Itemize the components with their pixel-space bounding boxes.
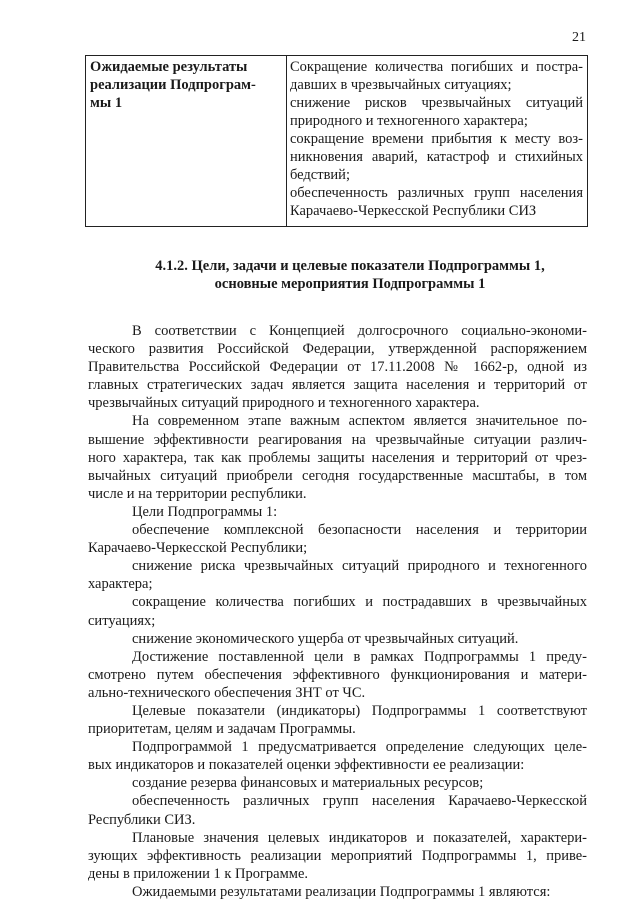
- paragraph-line: ческого развития Российской Федерации, утвержденной распоряжением: [88, 341, 587, 358]
- paragraph-line: В соответствии с Концепцией долгосрочного социально-экономи-: [132, 323, 587, 339]
- paragraph-line: создание резерва финансовых и материальных ресурсов;: [132, 775, 484, 792]
- paragraph-line: смотрено путем обеспечения эффективного функционирования и матери-: [88, 666, 587, 683]
- paragraph-line: сокращение количества погибших и пострадавших в чрезвычайных: [132, 594, 587, 611]
- content-line: бедствий;: [290, 167, 350, 183]
- paragraph-line: снижение экономического ущерба от чрезвычайных ситуаций.: [132, 630, 519, 647]
- body-text: [88, 322, 587, 901]
- paragraph-line: Достижение поставленной цели в рамках Подпрограммы 1 преду-: [132, 648, 587, 665]
- paragraph-line: Цели Подпрограммы 1:: [132, 503, 278, 520]
- section-heading-line: основные мероприятия Подпрограммы 1: [214, 276, 486, 292]
- label-line: Ожидаемые результаты: [90, 59, 248, 75]
- paragraph-line: вышение эффективности реагирования на чрезвычайные ситуации различ-: [88, 431, 587, 448]
- paragraph-line: приоритетам, целям и задачам Программы.: [88, 721, 356, 738]
- paragraph-line: Плановые значения целевых индикаторов и показателей, характери-: [132, 829, 587, 846]
- paragraph-line: числе и на территории республики.: [88, 485, 307, 502]
- section-heading: [60, 257, 640, 293]
- section-heading-line: 4.1.2. Цели, задачи и целевые показатели Подпрограммы 1,: [155, 258, 545, 274]
- paragraph-line: обеспечение комплексной безопасности населения и территории: [132, 522, 587, 539]
- content-line: никновения аварий, катастроф и стихийных: [290, 149, 583, 165]
- paragraph-line: обеспеченность различных групп населения Карачаево-Черкесской: [132, 793, 587, 810]
- paragraph-line: Правительства Российской Федерации от 17.11.2008 № 1662-р, одной из: [88, 359, 587, 376]
- content-line: обеспеченность различных групп населения: [290, 185, 583, 201]
- paragraph-line: вычайных ситуаций приобрели сегодня государственные масштабы, в том: [88, 467, 587, 484]
- paragraph-line: зующих эффективность реализации мероприятий Подпрограммы 1, приве-: [88, 847, 587, 864]
- table-content-cell: [287, 56, 588, 227]
- paragraph-line: ально-технического обеспечения ЗНТ от ЧС.: [88, 684, 366, 701]
- expected-results-table: [85, 55, 588, 227]
- paragraph-line: Карачаево-Черкесской Республики;: [88, 540, 308, 557]
- paragraph-line: ного характера, так как проблемы защиты населения и территорий от чрез-: [88, 449, 587, 466]
- content-line: Сокращение количества погибших и постра-: [290, 59, 583, 75]
- content-line: давших в чрезвычайных ситуациях;: [290, 77, 512, 93]
- paragraph-line: характера;: [88, 576, 153, 593]
- paragraph-line: дены в приложении 1 к Программе.: [88, 865, 309, 882]
- content-line: Карачаево-Черкесской Республики СИЗ: [290, 203, 537, 219]
- page-number: 21: [572, 30, 586, 45]
- content-line: снижение рисков чрезвычайных ситуаций: [290, 95, 583, 111]
- label-line: реализации Подпрограм-: [90, 77, 256, 93]
- paragraph-line: чрезвычайных ситуаций природного и техногенного характера.: [88, 395, 480, 412]
- content-line: сокращение времени прибытия к месту воз-: [290, 131, 583, 147]
- paragraph-line: ситуациях;: [88, 612, 156, 629]
- paragraph-line: вых индикаторов и показателей оценки эффективности ее реализации:: [88, 757, 525, 774]
- table-label-cell: [86, 56, 287, 227]
- paragraph-line: Ожидаемыми результатами реализации Подпрограммы 1 являются:: [132, 883, 551, 900]
- paragraph-line: Целевые показатели (индикаторы) Подпрограммы 1 соответствуют: [132, 702, 587, 719]
- paragraph-line: снижение риска чрезвычайных ситуаций природного и техногенного: [132, 558, 587, 575]
- paragraph-line: На современном этапе важным аспектом является значительное по-: [132, 413, 587, 430]
- label-line: мы 1: [90, 95, 123, 111]
- paragraph-line: главных стратегических задач является защита населения и территорий от: [88, 377, 587, 394]
- table-row: [86, 56, 588, 227]
- paragraph-line: Республики СИЗ.: [88, 811, 196, 828]
- content-line: природного и техногенного характера;: [290, 113, 528, 129]
- paragraph-line: Подпрограммой 1 предусматривается определение следующих целе-: [132, 739, 587, 756]
